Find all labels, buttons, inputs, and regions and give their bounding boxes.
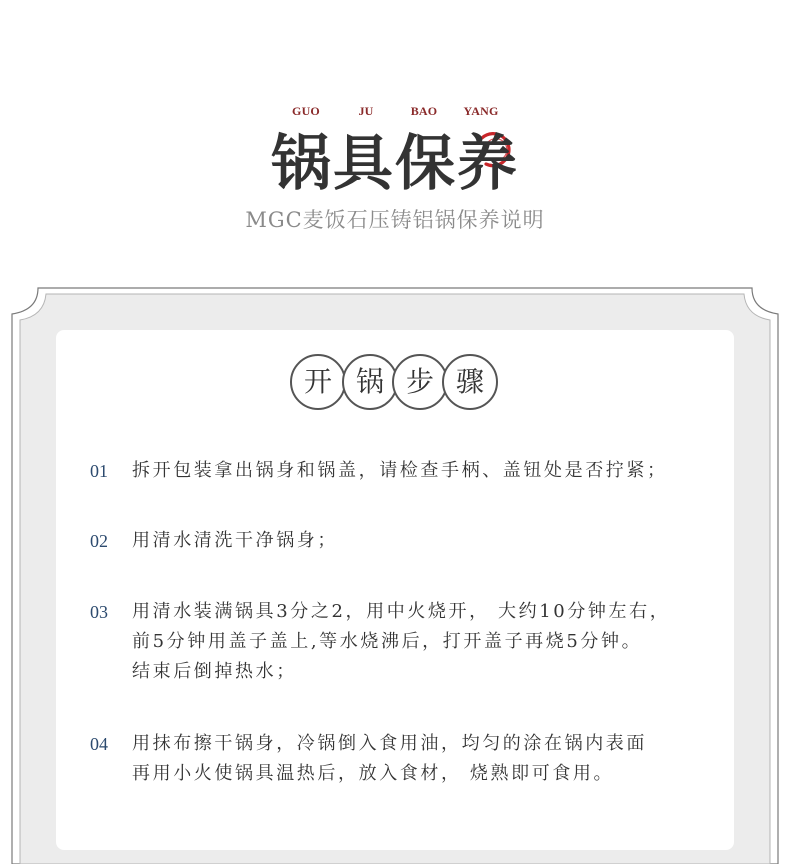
page-title: 锅具保养 [271,129,519,199]
step-text-line: 拆开包装拿出锅身和锅盖，请检查手柄、盖钮处是否拧紧； [132,460,668,481]
pinyin-yang: YANG [463,104,499,118]
heading-char-circle: 步 [392,354,448,410]
pinyin-bao: BAO [410,104,438,118]
step-text-line: 结束后倒掉热水； [132,661,297,682]
page-subtitle: MGC麦饭石压铸铝锅保养说明 [245,208,545,232]
section-heading [290,354,500,414]
step-text-line: 用清水装满锅具3分之2，用中火烧开， 大约10分钟左右， [132,601,671,622]
step-number: 03 [90,602,108,622]
title-pinyin [0,104,790,120]
heading-char-circle: 骤 [442,354,498,410]
pinyin-guo: GUO [292,104,320,118]
step-number: 02 [90,531,108,551]
pinyin-ju: JU [358,104,374,118]
step-number: 01 [90,461,108,481]
step-text-line: 前5分钟用盖子盖上,等水烧沸后，打开盖子再烧5分钟。 [132,631,643,652]
step-number: 04 [90,734,108,754]
heading-char-circle: 锅 [342,354,398,410]
step-text-line: 再用小火使锅具温热后，放入食材， 烧熟即可食用。 [132,763,615,784]
step-text-line: 用清水清洗干净锅身； [132,530,338,551]
step-text-line: 用抹布擦干锅身，冷锅倒入食用油，均匀的涂在锅内表面 [132,733,647,754]
heading-char-circle: 开 [290,354,346,410]
